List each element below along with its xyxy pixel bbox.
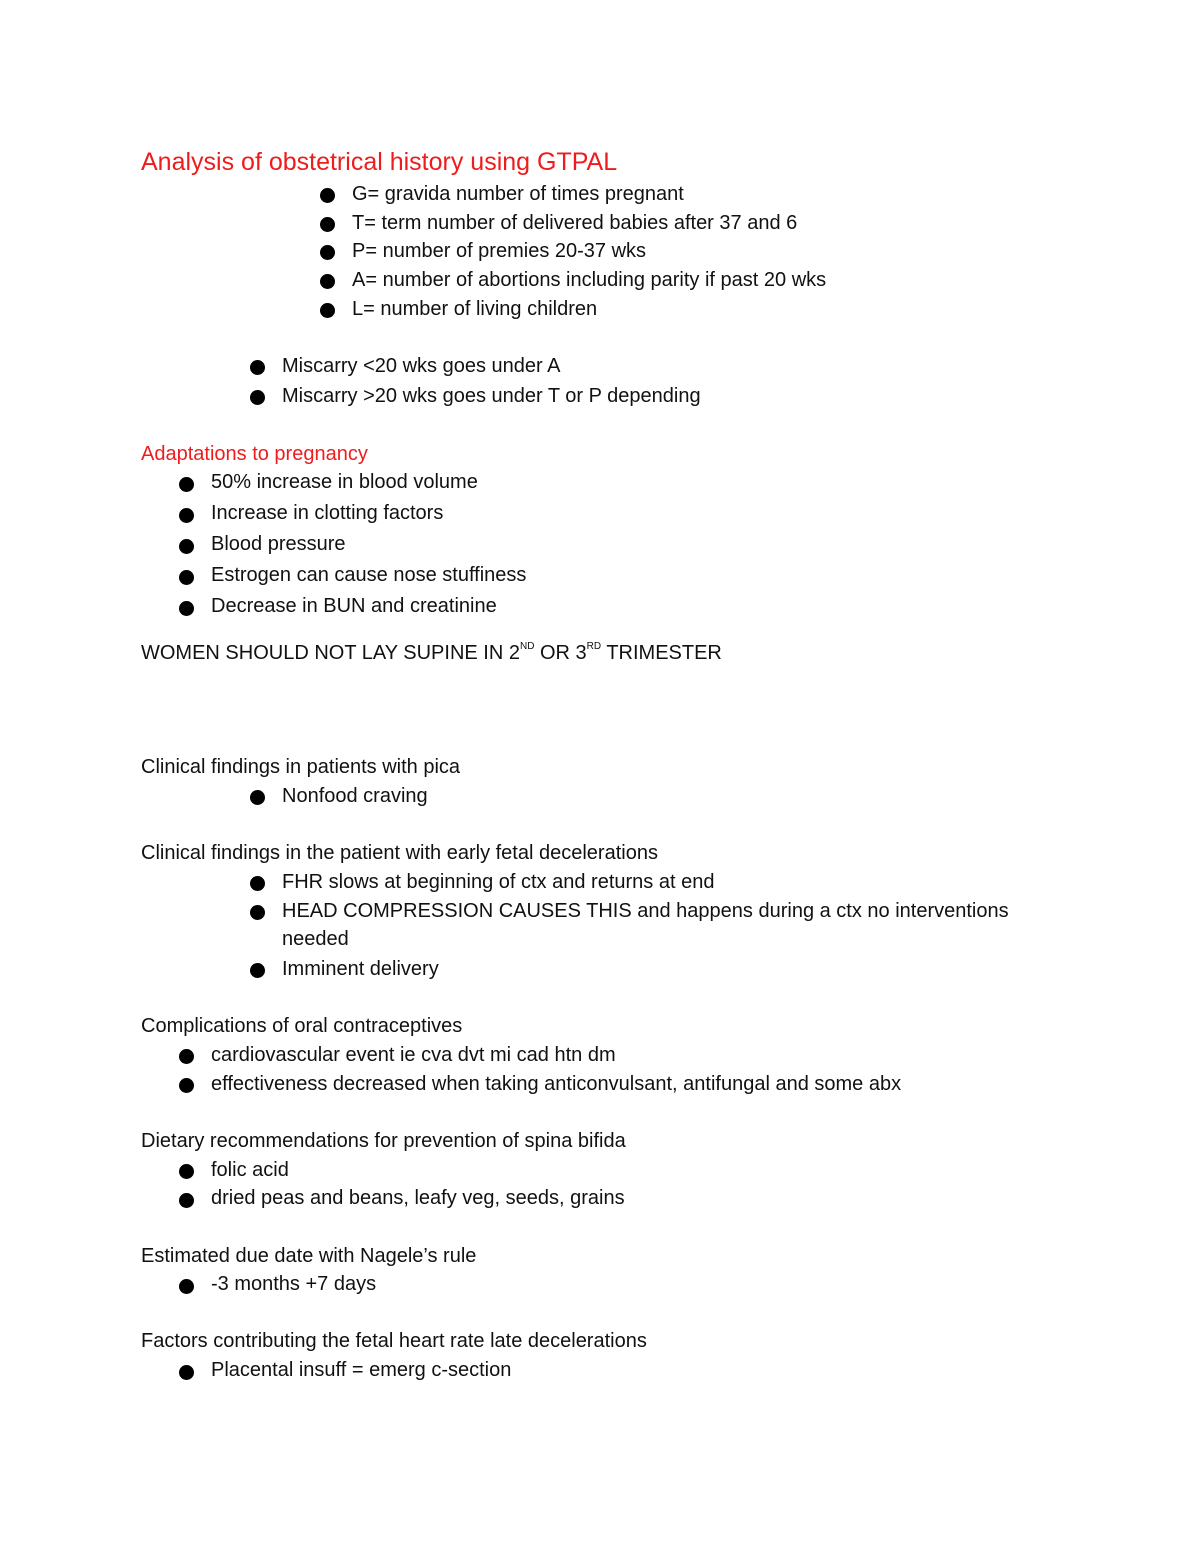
miscarry-under-20: Miscarry <20 wks goes under A <box>282 355 561 377</box>
bullet-icon <box>250 360 265 375</box>
pica-item: Nonfood craving <box>282 785 428 807</box>
adaptation-item: Increase in clotting factors <box>211 502 444 524</box>
early-decel-item: HEAD COMPRESSION CAUSES THIS and happens during a ctx no interventions <box>282 900 1009 922</box>
adaptation-item: Blood pressure <box>211 533 346 555</box>
bullet-icon <box>250 905 265 920</box>
oral-contraceptives-item: effectiveness decreased when taking anticonvulsant, antifungal and some abx <box>211 1073 902 1095</box>
adaptation-item: Decrease in BUN and creatinine <box>211 595 497 617</box>
gtpal-item-p: P= number of premies 20-37 wks <box>352 240 647 262</box>
bullet-icon <box>179 477 194 492</box>
gtpal-item-a: A= number of abortions including parity if past 20 wks <box>352 269 827 291</box>
bullet-icon <box>250 390 265 405</box>
bullet-icon <box>250 790 265 805</box>
bullet-icon <box>179 570 194 585</box>
bullet-icon <box>179 1164 194 1179</box>
nagele-item: -3 months +7 days <box>211 1273 377 1295</box>
early-decel-item: Imminent delivery <box>282 958 439 980</box>
adaptation-item: 50% increase in blood volume <box>211 471 478 493</box>
nagele-heading: Estimated due date with Nagele’s rule <box>141 1245 477 1267</box>
bullet-icon <box>320 274 335 289</box>
spina-bifida-item: dried peas and beans, leafy veg, seeds, grains <box>211 1187 625 1209</box>
gtpal-heading: Analysis of obstetrical history using GTPAL <box>141 148 618 176</box>
spina-bifida-heading: Dietary recommendations for prevention of spina bifida <box>141 1130 626 1152</box>
bullet-icon <box>179 1193 194 1208</box>
oral-contraceptives-item: cardiovascular event ie cva dvt mi cad htn dm <box>211 1044 616 1066</box>
early-decel-heading: Clinical findings in the patient with early fetal decelerations <box>141 842 658 864</box>
late-decel-item: Placental insuff = emerg c-section <box>211 1359 512 1381</box>
bullet-icon <box>320 245 335 260</box>
supine-warning: WOMEN SHOULD NOT LAY SUPINE IN 2ND OR 3RD TRIMESTER <box>141 641 722 664</box>
spina-bifida-item: folic acid <box>211 1159 289 1181</box>
adaptation-item: Estrogen can cause nose stuffiness <box>211 564 527 586</box>
early-decel-item-continued: needed <box>282 928 349 950</box>
bullet-icon <box>250 963 265 978</box>
bullet-icon <box>320 217 335 232</box>
oral-contraceptives-heading: Complications of oral contraceptives <box>141 1015 463 1037</box>
bullet-icon <box>250 876 265 891</box>
pica-heading: Clinical findings in patients with pica <box>141 756 461 778</box>
early-decel-item: FHR slows at beginning of ctx and returns at end <box>282 871 715 893</box>
bullet-icon <box>320 303 335 318</box>
gtpal-item-t: T= term number of delivered babies after 37 and 6 <box>352 212 798 234</box>
late-decel-heading: Factors contributing the fetal heart rate late decelerations <box>141 1330 647 1352</box>
miscarry-over-20: Miscarry >20 wks goes under T or P depending <box>282 385 701 407</box>
bullet-icon <box>179 1078 194 1093</box>
gtpal-item-g: G= gravida number of times pregnant <box>352 183 684 205</box>
bullet-icon <box>179 1049 194 1064</box>
gtpal-item-l: L= number of living children <box>352 298 598 320</box>
bullet-icon <box>320 188 335 203</box>
adaptations-heading: Adaptations to pregnancy <box>141 443 368 465</box>
bullet-icon <box>179 1279 194 1294</box>
bullet-icon <box>179 601 194 616</box>
bullet-icon <box>179 539 194 554</box>
bullet-icon <box>179 1365 194 1380</box>
bullet-icon <box>179 508 194 523</box>
